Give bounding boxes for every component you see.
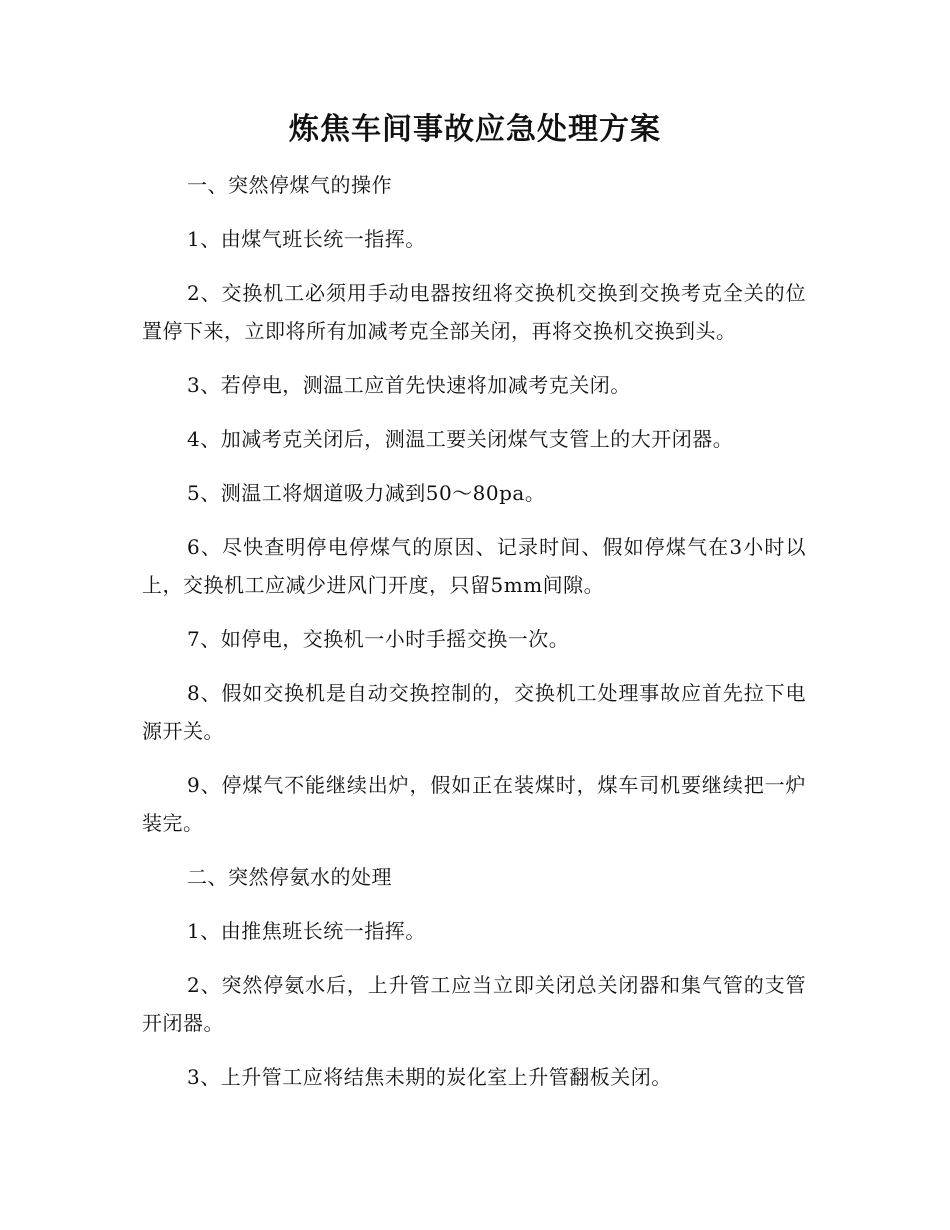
paragraph: 6、尽快查明停电停煤气的原因、记录时间、假如停煤气在3小时以上，交换机工应减少进风门开度，只留5mm间隙。 (142, 535, 806, 597)
paragraph: 3、若停电，测温工应首先快速将加减考克关闭。 (187, 373, 631, 397)
section-heading-2: 二、突然停氨水的处理 (187, 865, 392, 889)
paragraph: 5、测温工将烟道吸力减到50～80pa。 (187, 481, 546, 505)
paragraph: 1、由推焦班长统一指挥。 (187, 919, 426, 943)
paragraph: 2、交换机工必须用手动电器按纽将交换机交换到交换考克全关的位置停下来，立即将所有加减考克全部关闭，再将交换机交换到头。 (142, 281, 806, 343)
paragraph: 7、如停电，交换机一小时手摇交换一次。 (187, 627, 570, 651)
paragraph: 3、上升管工应将结焦未期的炭化室上升管翻板关闭。 (187, 1065, 672, 1089)
section-heading-1: 一、突然停煤气的操作 (187, 173, 392, 197)
paragraph: 8、假如交换机是自动交换控制的，交换机工处理事故应首先拉下电源开关。 (142, 681, 806, 743)
document-title: 炼焦车间事故应急处理方案 (289, 112, 661, 147)
paragraph: 1、由煤气班长统一指挥。 (187, 227, 426, 251)
paragraph: 2、突然停氨水后，上升管工应当立即关闭总关闭器和集气管的支管开闭器。 (142, 973, 806, 1035)
paragraph: 4、加减考克关闭后，测温工要关闭煤气支管上的大开闭器。 (187, 427, 734, 451)
document-body (142, 166, 806, 1112)
paragraph: 9、停煤气不能继续出炉，假如正在装煤时，煤车司机要继续把一炉装完。 (142, 773, 806, 835)
